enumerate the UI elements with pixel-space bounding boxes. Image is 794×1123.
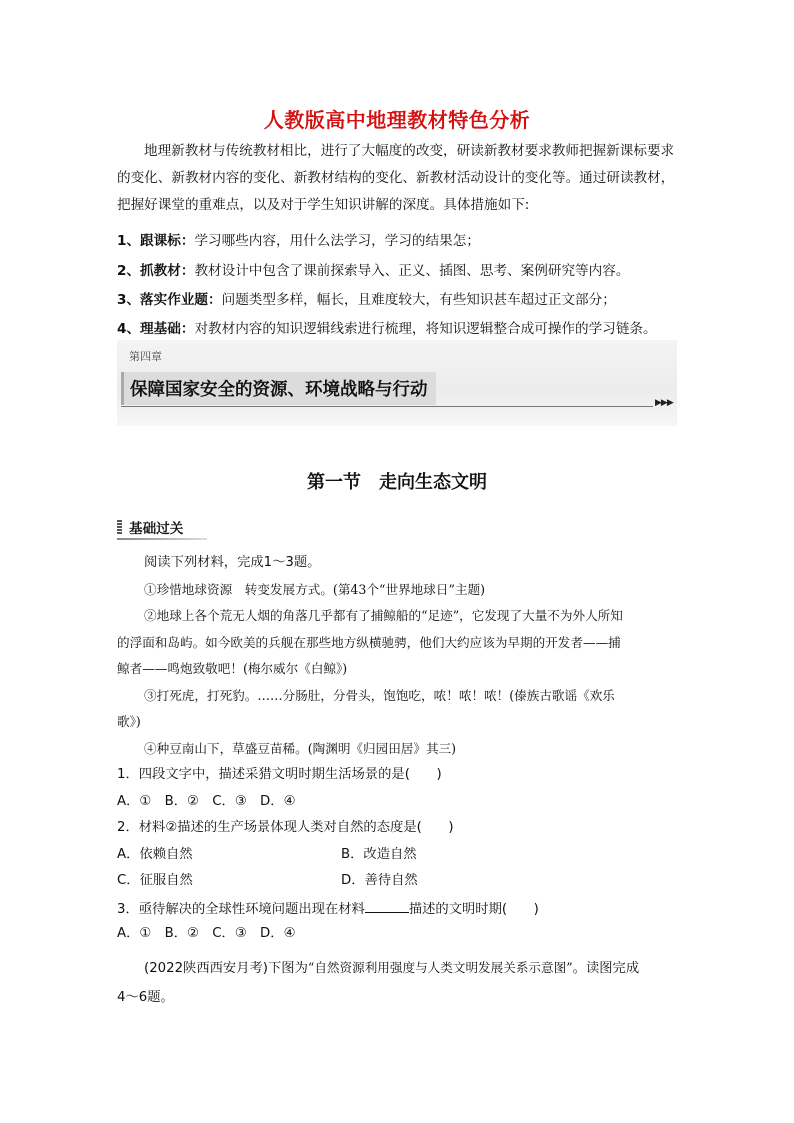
measure-text: 对教材内容的知识逻辑线索进行梳理，将知识逻辑整合成可操作的学习链条。 [194, 321, 657, 337]
measure-text: 问题类型多样，幅长，且难度较大，有些知识甚车超过正文部分； [221, 292, 616, 308]
question-2-option-b: B．改造自然 [341, 847, 417, 862]
measure-item-4 [117, 319, 697, 339]
material-2-line-3: 鲸者——鸣炮致敬吧！(梅尔威尔《白鲸》) [117, 661, 348, 676]
material-3-line-1: ③打死虎，打死豹。……分肠肚，分骨头，饱饱吃，哝！哝！哝！(傣族古歌谣《欢乐 [144, 688, 615, 703]
chapter-title: 保障国家安全的资源、环境战略与行动 [121, 372, 436, 405]
measure-label: 1、跟课标： [117, 233, 195, 249]
chapter-banner [117, 340, 677, 426]
measure-item-2 [117, 261, 697, 281]
measure-item-1 [117, 231, 697, 251]
basic-heading [117, 516, 207, 538]
question-1-options: A．① B．② C．③ D．④ [117, 794, 296, 809]
material-2-line-2: 的浮面和岛屿。如今欧美的兵舰在那些地方纵横驰骋，他们大约应该为早期的开发者——捕 [117, 635, 621, 650]
measure-label: 2、抓教材： [117, 263, 195, 279]
material-4: ④种豆南山下，草盛豆苗稀。(陶渊明《归园田居》其三) [144, 741, 457, 756]
followup-prefix: (2022陕西西安月考)下图为 [144, 961, 308, 976]
question-1-stem: 1．四段文字中，描述采猎文明时期生活场景的是( ) [117, 767, 442, 782]
measure-text: 学习哪些内容，用什么法学习，学习的结果怎； [194, 233, 480, 249]
measure-item-3 [117, 290, 697, 310]
question-2-option-a: A．依赖自然 [117, 847, 193, 862]
question-2-stem: 2．材料②描述的生产场景体现人类对自然的态度是( ) [117, 820, 454, 835]
answer-blank [365, 898, 409, 913]
question-3-stem [117, 898, 682, 920]
followup-line-2: 4～6题。 [117, 990, 174, 1005]
question-3-stem-end: 描述的文明时期( ) [408, 902, 539, 917]
arrow-icon: ▶▶▶ [655, 398, 673, 408]
question-2-option-c: C．征服自然 [117, 873, 193, 888]
followup-quote: “自然资源利用强度与人类文明发展关系示意图” [307, 960, 573, 975]
material-2-line-1: ②地球上各个荒无人烟的角落几乎都有了捕鲸船的“足迹”，它发现了大量不为外人所知 [144, 608, 623, 623]
measure-text: 教材设计中包含了课前探索导入、正义、插图、思考、案例研究等内容。 [194, 263, 630, 279]
section-title: 第一节 走向生态文明 [307, 472, 487, 493]
heading-bar-icon [117, 520, 122, 534]
followup-suffix: 。读图完成 [572, 961, 640, 976]
banner-rule [121, 406, 653, 407]
question-2-option-d: D．善待自然 [341, 873, 418, 888]
chapter-label: 第四章 [129, 350, 162, 363]
document-title: 人教版高中地理教材特色分析 [263, 108, 531, 132]
intro-paragraph: 地理新教材与传统教材相比，进行了大幅度的改变，研读新教材要求教师把握新课标要求的变化、新教材内容的变化、新教材结构的变化、新教材活动设计的变化等。通过研读教材，把握好课堂的重难点，以及对于学生知识讲解的深度。具体措施如下: [117, 143, 675, 213]
question-3-stem-start: 3．亟待解决的全球性环境问题出现在材料 [117, 902, 365, 917]
reading-instruction: 阅读下列材料，完成1～3题。 [144, 555, 321, 570]
material-1: ①珍惜地球资源 转变发展方式。(第43个“世界地球日”主题) [144, 582, 485, 597]
followup-paragraph [117, 954, 679, 982]
heading-underline [117, 538, 207, 540]
measure-label: 3、落实作业题： [117, 292, 222, 308]
basic-heading-text: 基础过关 [129, 521, 184, 537]
material-3-line-2: 歌》) [117, 714, 141, 729]
question-3-options: A．① B．② C．③ D．④ [117, 926, 296, 941]
measure-label: 4、理基础： [117, 321, 195, 337]
